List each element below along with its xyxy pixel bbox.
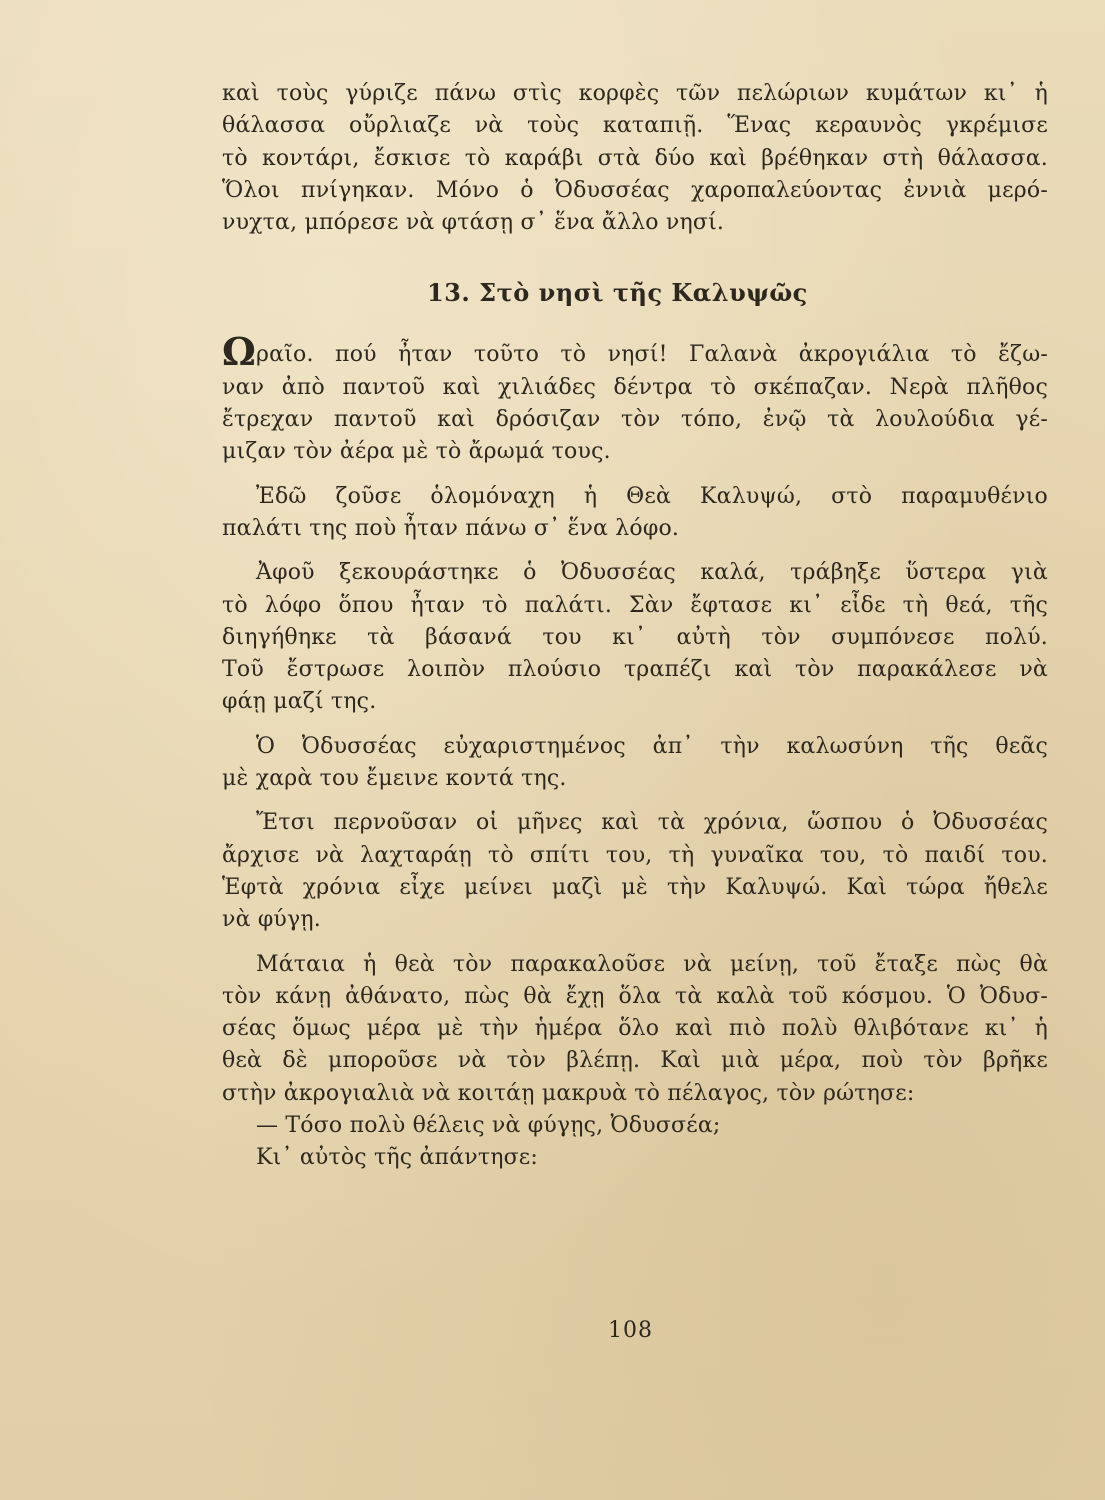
text-line: Ὅλοι πνίγηκαν. Μόνο ὁ Ὀδυσσέας χαροπαλεύοντας ἐννιὰ μερό- [222,177,1048,203]
opening-paragraph [222,78,1048,239]
text-line: νὰ φύγῃ. [222,907,321,933]
page-number: 108 [608,1318,653,1343]
text-line: τὸ κοντάρι, ἔσκισε τὸ καράβι στὰ δύο καὶ βρέθηκαν στὴ θάλασσα. [222,145,1048,171]
paragraph-2 [222,481,1048,546]
text-line: τὸν κάνῃ ἀθάνατο, πὼς θὰ ἔχῃ ὅλα τὰ καλὰ τοῦ κόσμου. Ὁ Ὀδυσ- [222,983,1048,1009]
text-line: ἔτρεχαν παντοῦ καὶ δρόσιζαν τὸν τόπο, ἐνῷ τὰ λουλούδια γέ- [222,407,1048,433]
text-line: Μάταια ἡ θεὰ τὸν παρακαλοῦσε νὰ μείνῃ, τοῦ ἔταξε πὼς θὰ [256,951,1048,977]
text-line: μὲ χαρὰ του ἔμεινε κοντά της. [222,766,567,792]
drop-cap: Ω [222,329,257,375]
text-line: θάλασσα οὔρλιαζε νὰ τοὺς καταπιῇ. Ἕνας κεραυνὸς γκρέμισε [222,113,1048,139]
paragraph-5 [222,807,1048,936]
text-line: φάῃ μαζί της. [222,689,377,715]
text-line: Ἔτσι περνοῦσαν οἱ μῆνες καὶ τὰ χρόνια, ὥσπου ὁ Ὀδυσσέας [256,810,1048,836]
text-line: θεὰ δὲ μποροῦσε νὰ τὸν βλέπῃ. Καὶ μιὰ μέρα, ποὺ τὸν βρῆκε [222,1048,1048,1074]
text-line: καὶ τοὺς γύριζε πάνω στὶς κορφὲς τῶν πελώριων κυμάτων κι᾿ ἡ [222,81,1048,106]
text-line: Ἀφοῦ ξεκουράστηκε ὁ Ὀδυσσέας καλά, τράβηξε ὕστερα γιὰ [256,560,1048,586]
text-line: νυχτα, μπόρεσε νὰ φτάσῃ σ᾿ ἕνα ἄλλο νησί. [222,210,725,236]
text-line: Ἐδῶ ζοῦσε ὁλομόναχη ἡ Θεὰ Καλυψώ, στὸ παραμυθένιο [256,483,1048,509]
text-line: σέας ὅμως μέρα μὲ τὴν ἡμέρα ὅλο καὶ πιὸ πολὺ θλιβότανε κι᾿ ἡ [222,1016,1048,1042]
text-line: παλάτι της ποὺ ἦταν πάνω σ᾿ ἕνα λόφο. [222,515,680,541]
page-text [222,78,1048,1175]
paragraph-1 [222,329,1048,468]
chapter-heading: 13. Στὸ νησὶ τῆς Καλυψῶς [427,278,808,308]
text-line: Κι᾿ αὐτὸς τῆς ἀπάντησε: [256,1145,539,1171]
text-line: Τοῦ ἔστρωσε λοιπὸν πλούσιο τραπέζι καὶ τὸν παρακάλεσε νὰ [222,657,1048,683]
paragraph-4 [222,731,1048,796]
text-line: ἄρχισε νὰ λαχταράῃ τὸ σπίτι του, τὴ γυναῖκα του, τὸ παιδί του. [222,842,1048,868]
paragraph-6 [222,949,1048,1110]
dialogue-line: — Τόσο πολὺ θέλεις νὰ φύγῃς, Ὀδυσσέα; [256,1113,721,1139]
text-line: μιζαν τὸν ἀέρα μὲ τὸ ἄρωμά τους. [222,439,611,465]
text-line: Ὁ Ὀδυσσέας εὐχαριστημένος ἀπ᾿ τὴν καλωσύνη τῆς θεᾶς [256,733,1048,759]
paragraph-7 [222,1110,1048,1142]
paragraph-8 [222,1142,1048,1174]
text-line: διηγήθηκε τὰ βάσανά του κι᾿ αὐτὴ τὸν συμπόνεσε πολύ. [222,624,1048,650]
paragraph-3 [222,557,1048,718]
text-line: Ἑφτὰ χρόνια εἶχε μείνει μαζὶ μὲ τὴν Καλυψώ. Καὶ τώρα ἤθελε [222,874,1048,900]
text-line: τὸ λόφο ὅπου ἦταν τὸ παλάτι. Σὰν ἔφτασε κι᾿ εἶδε τὴ θεά, τῆς [222,592,1048,618]
text-line: στὴν ἀκρογιαλιὰ νὰ κοιτάῃ μακρυὰ τὸ πέλαγος, τὸν ρώτησε: [222,1080,915,1106]
text-line: ραῖο. πού ἦταν τοῦτο τὸ νησί! Γαλανὰ ἀκρογιάλια τὸ ἔζω- [256,342,1048,368]
text-line: ναν ἀπὸ παντοῦ καὶ χιλιάδες δέντρα τὸ σκέπαζαν. Νερὰ πλῆθος [222,374,1048,400]
